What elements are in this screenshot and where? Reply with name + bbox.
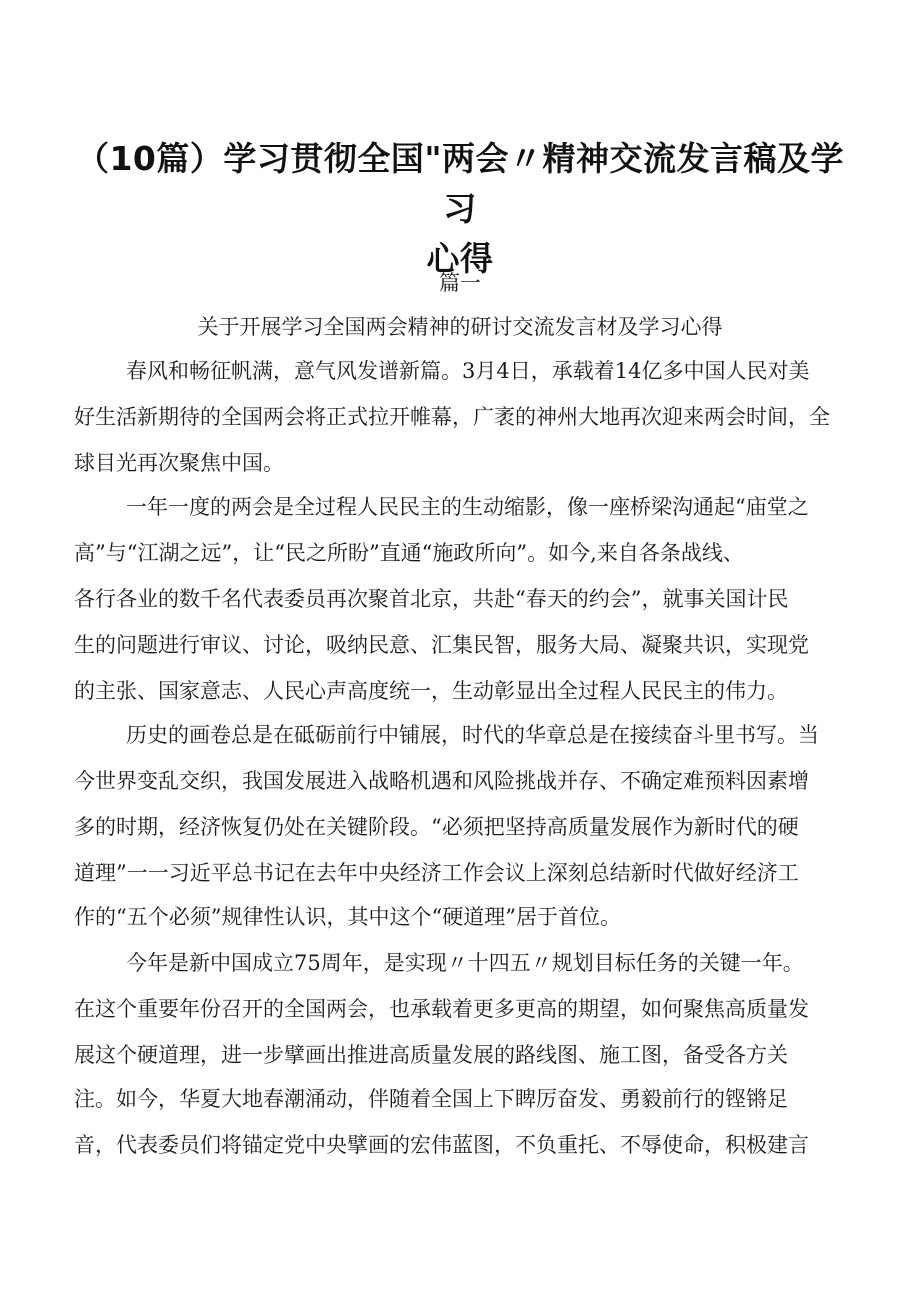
body-line: 好生活新期待的全国两会将正式拉开帷幕，广袤的神州大地再次迎来两会时间，全 — [74, 405, 830, 429]
document-title-line-1: （10篇）学习贯彻全国"两会〃精神交流发言稿及学习 — [75, 139, 845, 229]
article-subtitle: 关于开展学习全国两会精神的研讨交流发言材及学习心得 — [197, 315, 723, 339]
body-line: 球目光再次聚焦中国。 — [74, 451, 284, 475]
body-line: 历史的画卷总是在砥砺前行中铺展，时代的华章总是在接续奋斗里书写。当 — [126, 723, 819, 747]
body-line: 今世界变乱交织，我国发展进入战略机遇和风险挑战并存、不确定难预料因素增 — [74, 769, 809, 793]
document-title — [60, 134, 860, 284]
body-line: 各行各业的数千名代表委员再次聚首北京，共赴“春天的约会”，就事关国计民 — [74, 587, 789, 611]
section-heading: 篇一 — [439, 271, 481, 295]
body-line: 作的“五个必须”规律性认识，其中这个“硬道理”居于首位。 — [74, 905, 621, 929]
body-line: 生的问题进行审议、讨论，吸纳民意、汇集民智，服务大局、凝聚共识，实现党 — [74, 633, 809, 657]
body-line: 展这个硬道理，进一步擘画出推进高质量发展的路线图、施工图，备受各方关 — [74, 1043, 788, 1067]
body-line: 的主张、国家意志、人民心声高度统一，生动彰显出全过程人民民主的伟力。 — [74, 679, 788, 703]
body-line: 在这个重要年份召开的全国两会，也承载着更多更高的期望，如何聚焦高质量发 — [74, 997, 809, 1021]
document-title-line-2: 心得 — [426, 239, 494, 279]
body-line: 道理”一一习近平总书记在去年中央经济工作会议上深刻总结新时代做好经济工 — [74, 861, 799, 885]
body-line: 今年是新中国成立75周年，是实现〃十四五〃规划目标任务的关键一年。 — [126, 951, 804, 975]
body-line: 春风和畅征帆满，意气风发谱新篇。3月4日，承载着14亿多中国人民对美 — [126, 359, 810, 383]
body-line: 音，代表委员们将锚定党中央擘画的宏伟蓝图，不负重托、不辱使命，积极建言 — [74, 1133, 809, 1157]
body-line: 多的时期，经济恢复仍处在关键阶段。“必须把坚持高质量发展作为新时代的硬 — [74, 815, 799, 839]
body-line: 高”与“江湖之远”，让“民之所盼”直通“施政所向”。如今,来自各条战线、 — [74, 541, 744, 565]
body-line: 注。如今，华夏大地春潮涌动，伴随着全国上下睥厉奋发、勇毅前行的铿锵足 — [74, 1087, 788, 1111]
body-line: 一年一度的两会是全过程人民民主的生动缩影，像一座桥梁沟通起“庙堂之 — [126, 495, 809, 519]
